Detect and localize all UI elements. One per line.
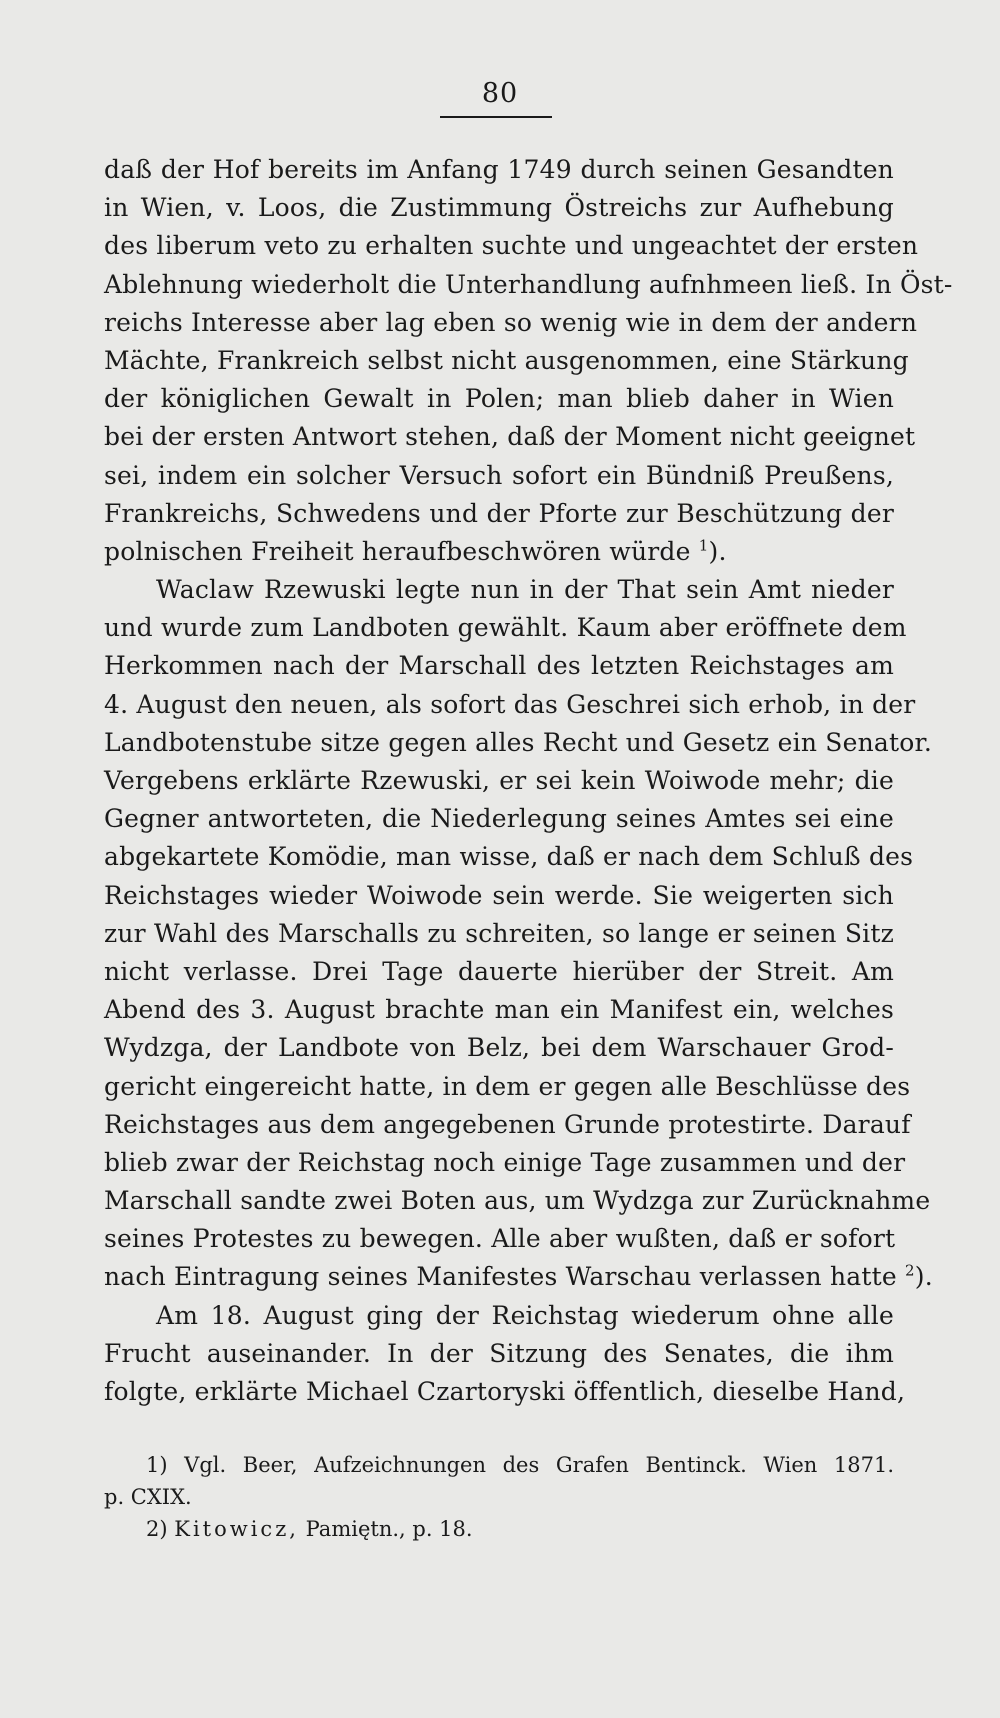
text-line: Gegner antworteten, die Niederlegung seines Amtes sei eine <box>104 804 894 834</box>
text-line: seines Protestes zu bewegen. Alle aber wußten, daß er sofort <box>104 1224 896 1254</box>
text-line: Mächte, Frankreich selbst nicht ausgenommen, eine Stärkung <box>104 345 909 375</box>
footnote-reference-2[interactable]: 2 <box>905 1262 915 1281</box>
text-line: daß der Hof bereits im Anfang 1749 durch seinen Gesandten <box>104 155 894 184</box>
text-line: gericht eingereicht hatte, in dem er gegen alle Beschlüsse des <box>104 1071 911 1101</box>
body-text <box>104 151 953 1411</box>
text-line: Marschall sandte zwei Boten aus, um Wydzga zur Zurücknahme <box>104 1186 931 1216</box>
text-line: nicht verlasse. Drei Tage dauerte hierüber der Streit. Am <box>104 956 894 986</box>
text-line: blieb zwar der Reichstag noch einige Tage zusammen und der <box>104 1147 906 1177</box>
footnote-2-text: Pamiętn., p. 18. <box>305 1517 473 1541</box>
footnote-ref-tail: ). <box>914 1262 933 1292</box>
paragraph-start-line: Waclaw Rzewuski legte nun in der That sein Amt nieder <box>156 575 894 605</box>
text-line: und wurde zum Landboten gewählt. Kaum aber eröffnete dem <box>104 613 907 643</box>
text-line-with-footnote-ref <box>104 533 894 571</box>
text-line: Vergebens erklärte Rzewuski, er sei kein Woiwode mehr; die <box>104 766 894 795</box>
footnote-2-marker: 2) <box>146 1517 168 1541</box>
text-line: Frankreichs, Schwedens und der Pforte zur Beschützung der <box>104 498 894 528</box>
footnote-ref-tail: ). <box>708 536 727 566</box>
text-line-with-footnote-ref <box>104 1258 933 1296</box>
text-line: zur Wahl des Marschalls zu schreiten, so lange er seinen Sitz <box>104 918 894 948</box>
text-line: 4. August den neuen, als sofort das Geschrei sich erhob, in der <box>104 689 916 719</box>
footnote-1-continuation: p. CXIX. <box>104 1485 192 1509</box>
page-number-rule <box>440 116 552 118</box>
footnote-1: 1) Vgl. Beer, Aufzeichnungen des Grafen Bentinck. Wien 1871. <box>146 1453 894 1477</box>
text-line: in Wien, v. Loos, die Zustimmung Östreichs zur Aufhebung <box>104 193 894 223</box>
text-line: sei, indem ein solcher Versuch sofort ein Bündniß Preußens, <box>104 460 894 490</box>
text-line: Wydzga, der Landbote von Belz, bei dem Warschauer Grod- <box>104 1033 894 1063</box>
line-text: polnischen Freiheit heraufbeschwören würde <box>104 536 691 566</box>
text-line: folgte, erklärte Michael Czartoryski öffentlich, dieselbe Hand, <box>104 1377 906 1406</box>
text-line: Herkommen nach der Marschall des letzten Reichstages am <box>104 651 894 681</box>
text-line: Ablehnung wiederholt die Unterhandlung aufnhmeen ließ. In Öst- <box>104 269 953 299</box>
text-line: abgekartete Komödie, man wisse, daß er nach dem Schluß des <box>104 842 914 872</box>
line-text: nach Eintragung seines Manifestes Warschau verlassen hatte <box>104 1262 897 1292</box>
text-line: des liberum veto zu erhalten suchte und ungeachtet der ersten <box>104 231 919 261</box>
footnote-2-author: Kitowicz, <box>174 1517 299 1541</box>
text-line: Frucht auseinander. In der Sitzung des Senates, die ihm <box>104 1338 894 1368</box>
text-line: Landbotenstube sitze gegen alles Recht und Gesetz ein Senator. <box>104 727 933 757</box>
text-line: Reichstages aus dem angegebenen Grunde protestirte. Darauf <box>104 1109 911 1139</box>
page-number: 80 <box>481 78 519 109</box>
text-line: bei der ersten Antwort stehen, daß der Moment nicht geeignet <box>104 422 916 452</box>
paragraph-start-line: Am 18. August ging der Reichstag wiederum ohne alle <box>156 1300 894 1330</box>
text-line: reichs Interesse aber lag eben so wenig wie in dem der andern <box>104 307 918 337</box>
text-line: Abend des 3. August brachte man ein Manifest ein, welches <box>104 995 894 1025</box>
text-line: der königlichen Gewalt in Polen; man blieb daher in Wien <box>104 384 894 414</box>
footnotes <box>104 1449 894 1545</box>
footnote-2 <box>104 1513 894 1545</box>
text-line: Reichstages wieder Woiwode sein werde. Sie weigerten sich <box>104 880 894 910</box>
footnote-reference-1[interactable]: 1 <box>698 536 709 555</box>
